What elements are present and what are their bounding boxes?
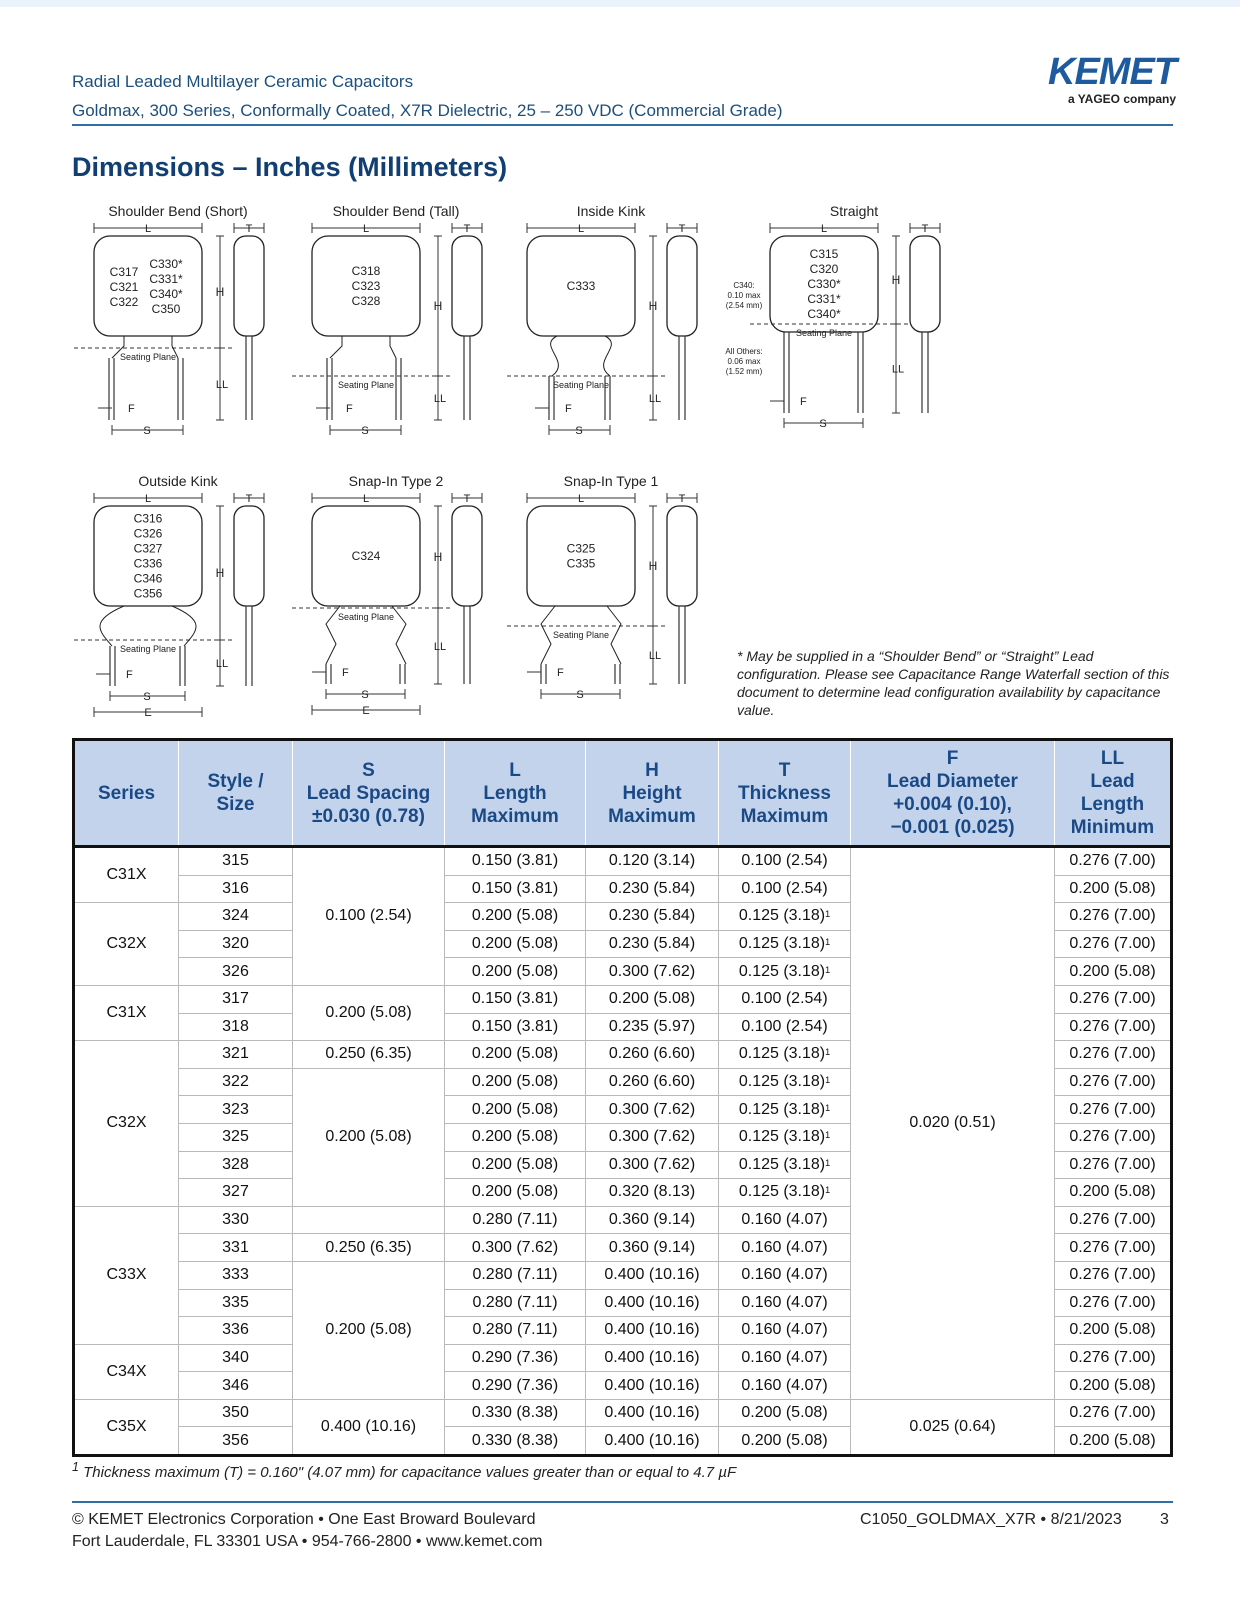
height-cell: 0.300 (7.62) xyxy=(586,958,719,986)
length-cell: 0.200 (5.08) xyxy=(445,958,586,986)
style-code: C318 xyxy=(351,264,381,278)
h-label: H xyxy=(215,566,225,580)
seating-plane-label: Seating Plane xyxy=(119,644,177,654)
ll-label: LL xyxy=(215,658,229,670)
t-label: T xyxy=(921,223,929,235)
height-cell: 0.400 (10.16) xyxy=(586,1344,719,1372)
section-title: Dimensions – Inches (Millimeters) xyxy=(72,152,508,182)
header-product-line: Radial Leaded Multilayer Ceramic Capacitors xyxy=(72,72,414,91)
style-code: C346 xyxy=(133,571,163,586)
style-cell: 318 xyxy=(179,1013,293,1041)
diagram-title: Snap-In Type 2 xyxy=(348,473,444,489)
thickness-cell: 0.125 $(3.18)^1$ xyxy=(719,1179,851,1207)
series-cell: C32X xyxy=(74,1041,179,1207)
lead-snap xyxy=(392,606,406,664)
h-label: H xyxy=(648,299,658,313)
col-lead-length: LL Lead Length Minimum xyxy=(1055,740,1172,847)
s-label: S xyxy=(819,418,827,430)
lead-spacing-cell: 0.100 (2.54) xyxy=(293,847,445,986)
thickness-cell: 0.160 (4.07) xyxy=(719,1234,851,1262)
f-label: F xyxy=(342,667,349,679)
e-label: E xyxy=(362,705,370,717)
t-label: T xyxy=(463,223,471,235)
length-cell: 0.280 (7.11) xyxy=(445,1206,586,1234)
l-label: L xyxy=(144,223,152,235)
style-cell: 336 xyxy=(179,1317,293,1345)
logo-tagline: a YAGEO company xyxy=(1067,92,1176,106)
length-cell: 0.200 (5.08) xyxy=(445,1179,586,1207)
height-cell: 0.230 (5.84) xyxy=(586,903,719,931)
thickness-cell: 0.160 (4.07) xyxy=(719,1206,851,1234)
footer-address-line1: © KEMET Electronics Corporation • One East Broward Boulevard xyxy=(72,1511,536,1528)
height-cell: 0.400 (10.16) xyxy=(586,1427,719,1456)
s-label: S xyxy=(361,689,369,701)
f-label: F xyxy=(800,396,807,408)
style-cell: 320 xyxy=(179,930,293,958)
length-cell: 0.280 (7.11) xyxy=(445,1289,586,1317)
style-cell: 325 xyxy=(179,1123,293,1151)
standoff-note: 0.06 max xyxy=(727,357,761,366)
length-cell: 0.300 (7.62) xyxy=(445,1234,586,1262)
col-lead-diameter: F Lead Diameter +0.004 (0.10), −0.001 (0.025) xyxy=(851,740,1055,847)
lead-kink xyxy=(604,336,612,376)
diagram-snap-in-1 xyxy=(507,473,697,701)
style-code: C330* xyxy=(807,277,841,291)
lead-length-cell: 0.276 (7.00) xyxy=(1055,1151,1172,1179)
seating-plane-label: Seating Plane xyxy=(795,328,853,338)
style-cell: 331 xyxy=(179,1234,293,1262)
thickness-cell: 0.125 $(3.18)^1$ xyxy=(719,958,851,986)
capacitor-side-view xyxy=(452,506,482,606)
thickness-cell: 0.125 $(3.18)^1$ xyxy=(719,1068,851,1096)
height-cell: 0.400 (10.16) xyxy=(586,1317,719,1345)
capacitor-side-view xyxy=(910,236,940,332)
ll-label: LL xyxy=(433,393,447,405)
style-code: C330* xyxy=(149,257,183,271)
length-cell: 0.150 (3.81) xyxy=(445,847,586,876)
lead-length-cell: 0.276 (7.00) xyxy=(1055,1206,1172,1234)
thickness-cell: 0.125 $(3.18)^1$ xyxy=(719,1096,851,1124)
lead-length-cell: 0.276 (7.00) xyxy=(1055,985,1172,1013)
t-label: T xyxy=(678,223,686,235)
c340-standoff-note: (2.54 mm) xyxy=(725,301,763,310)
length-cell: 0.280 (7.11) xyxy=(445,1261,586,1289)
footer-address-line2: Fort Lauderdale, FL 33301 USA • 954-766-2800 • www.kemet.com xyxy=(72,1533,543,1550)
t-label: T xyxy=(463,493,471,505)
page-number: 3 xyxy=(1160,1511,1169,1528)
length-cell: 0.200 (5.08) xyxy=(445,1151,586,1179)
c340-standoff-note: 0.10 max xyxy=(727,291,761,300)
style-code: C320 xyxy=(809,262,839,276)
diagram-title: Shoulder Bend (Short) xyxy=(108,203,248,219)
footer-document-id: C1050_GOLDMAX_X7R • 8/21/2023 xyxy=(860,1511,1122,1528)
style-cell: 350 xyxy=(179,1399,293,1427)
style-cell: 317 xyxy=(179,985,293,1013)
l-label: L xyxy=(144,493,152,505)
lead-length-cell: 0.200 (5.08) xyxy=(1055,875,1172,903)
style-cell: 330 xyxy=(179,1206,293,1234)
style-code: C326 xyxy=(133,526,163,541)
style-cell: 323 xyxy=(179,1096,293,1124)
height-cell: 0.120 (3.14) xyxy=(586,847,719,876)
lead-length-cell: 0.276 (7.00) xyxy=(1055,1041,1172,1069)
col-lead-spacing: S Lead Spacing ±0.030 (0.78) xyxy=(293,740,445,847)
height-cell: 0.260 (6.60) xyxy=(586,1068,719,1096)
diagram-title: Snap-In Type 1 xyxy=(563,473,659,489)
col-height: H Height Maximum xyxy=(586,740,719,847)
length-cell: 0.150 (3.81) xyxy=(445,875,586,903)
s-label: S xyxy=(575,425,583,437)
seating-plane-label: Seating Plane xyxy=(337,380,395,390)
style-code: C350 xyxy=(151,302,181,316)
lead-spacing-cell: 0.200 (5.08) xyxy=(293,1068,445,1206)
style-code: C336 xyxy=(133,556,163,571)
f-label: F xyxy=(128,403,135,415)
capacitor-side-view xyxy=(667,506,697,606)
f-label: F xyxy=(126,669,133,681)
style-code: C356 xyxy=(133,586,163,601)
style-cell: 321 xyxy=(179,1041,293,1069)
thickness-cell: 0.100 (2.54) xyxy=(719,875,851,903)
height-cell: 0.400 (10.16) xyxy=(586,1399,719,1427)
seating-plane-label: Seating Plane xyxy=(337,612,395,622)
thickness-cell: 0.160 (4.07) xyxy=(719,1261,851,1289)
dimensions-table xyxy=(72,738,1173,1457)
standoff-note: (1.52 mm) xyxy=(725,367,763,376)
height-cell: 0.300 (7.62) xyxy=(586,1123,719,1151)
l-label: L xyxy=(577,493,585,505)
style-code: C331* xyxy=(807,292,841,306)
standoff-note: All Others: xyxy=(725,347,763,356)
style-code: C324 xyxy=(351,549,381,563)
t-label: T xyxy=(678,493,686,505)
lead-spacing-cell: 0.250 (6.35) xyxy=(293,1234,445,1262)
style-code: C325 xyxy=(566,541,596,556)
seating-plane-label: Seating Plane xyxy=(119,352,177,362)
series-cell: C32X xyxy=(74,903,179,986)
height-cell: 0.200 (5.08) xyxy=(586,985,719,1013)
lead-bend xyxy=(390,336,396,358)
f-label: F xyxy=(557,667,564,679)
style-cell: 346 xyxy=(179,1372,293,1400)
style-cell: 322 xyxy=(179,1068,293,1096)
style-cell: 333 xyxy=(179,1261,293,1289)
lead-length-cell: 0.276 (7.00) xyxy=(1055,1068,1172,1096)
ll-label: LL xyxy=(648,393,662,405)
lead-spacing-cell: 0.200 (5.08) xyxy=(293,1261,445,1399)
height-cell: 0.400 (10.16) xyxy=(586,1289,719,1317)
lead-length-cell: 0.276 (7.00) xyxy=(1055,930,1172,958)
style-code: C335 xyxy=(566,556,596,571)
t-label: T xyxy=(245,223,253,235)
lead-spacing-cell: 0.250 (6.35) xyxy=(293,1041,445,1069)
h-label: H xyxy=(433,299,443,313)
col-thickness: T Thickness Maximum xyxy=(719,740,851,847)
style-code: C316 xyxy=(133,511,163,526)
lead-length-cell: 0.200 (5.08) xyxy=(1055,1317,1172,1345)
length-cell: 0.290 (7.36) xyxy=(445,1372,586,1400)
style-cell: 324 xyxy=(179,903,293,931)
lead-snap xyxy=(607,606,621,664)
f-label: F xyxy=(565,403,572,415)
length-cell: 0.280 (7.11) xyxy=(445,1317,586,1345)
s-label: S xyxy=(361,425,369,437)
ll-label: LL xyxy=(433,641,447,653)
lead-spacing-cell: 0.200 (5.08) xyxy=(293,985,445,1040)
lead-diameter-cell: 0.025 (0.64) xyxy=(851,1399,1055,1455)
series-cell: C31X xyxy=(74,847,179,903)
lead-length-cell: 0.276 (7.00) xyxy=(1055,1344,1172,1372)
lead-length-cell: 0.276 (7.00) xyxy=(1055,1399,1172,1427)
lead-length-cell: 0.276 (7.00) xyxy=(1055,1261,1172,1289)
h-label: H xyxy=(215,285,225,299)
table-row xyxy=(74,1399,1172,1427)
seating-plane-label: Seating Plane xyxy=(552,380,610,390)
style-cell: 326 xyxy=(179,958,293,986)
length-cell: 0.150 (3.81) xyxy=(445,985,586,1013)
l-label: L xyxy=(577,223,585,235)
thickness-cell: 0.100 (2.54) xyxy=(719,847,851,876)
style-code: C322 xyxy=(109,295,139,309)
thickness-cell: 0.125 $(3.18)^1$ xyxy=(719,1151,851,1179)
diagram-title: Outside Kink xyxy=(138,473,218,489)
f-label: F xyxy=(346,403,353,415)
length-cell: 0.200 (5.08) xyxy=(445,1068,586,1096)
style-cell: 335 xyxy=(179,1289,293,1317)
lead-spacing-cell xyxy=(293,1206,445,1234)
diagram-inside-kink xyxy=(507,203,697,437)
lead-length-cell: 0.276 (7.00) xyxy=(1055,1234,1172,1262)
lead-length-cell: 0.276 (7.00) xyxy=(1055,1123,1172,1151)
thickness-cell: 0.160 (4.07) xyxy=(719,1289,851,1317)
height-cell: 0.230 (5.84) xyxy=(586,930,719,958)
length-cell: 0.330 (8.38) xyxy=(445,1427,586,1456)
style-code: C333 xyxy=(566,279,596,293)
lead-spacing-cell: 0.400 (10.16) xyxy=(293,1399,445,1455)
s-label: S xyxy=(576,689,584,701)
lead-length-cell: 0.200 (5.08) xyxy=(1055,1427,1172,1456)
diagram-shoulder-short xyxy=(74,203,264,437)
series-cell: C35X xyxy=(74,1399,179,1455)
capacitor-side-view xyxy=(234,506,264,606)
col-length: L Length Maximum xyxy=(445,740,586,847)
lead-length-cell: 0.276 (7.00) xyxy=(1055,1096,1172,1124)
l-label: L xyxy=(362,493,370,505)
style-code: C331* xyxy=(149,272,183,286)
thickness-cell: 0.125 $(3.18)^1$ xyxy=(719,930,851,958)
style-code: C328 xyxy=(351,294,381,308)
lead-length-cell: 0.276 (7.00) xyxy=(1055,1289,1172,1317)
s-label: S xyxy=(143,425,151,437)
style-code: C315 xyxy=(809,247,839,261)
dimension-diagrams xyxy=(72,198,1172,718)
thickness-cell: 0.200 (5.08) xyxy=(719,1399,851,1427)
ll-label: LL xyxy=(891,363,905,376)
lead-length-cell: 0.200 (5.08) xyxy=(1055,958,1172,986)
length-cell: 0.200 (5.08) xyxy=(445,903,586,931)
lead-diameter-cell: 0.020 (0.51) xyxy=(851,847,1055,1400)
lead-length-cell: 0.200 (5.08) xyxy=(1055,1179,1172,1207)
e-label: E xyxy=(144,707,152,718)
kemet-logo xyxy=(1020,52,1176,106)
lead-bend xyxy=(330,336,342,358)
lead-length-cell: 0.276 (7.00) xyxy=(1055,847,1172,876)
thickness-cell: 0.125 $(3.18)^1$ xyxy=(719,1123,851,1151)
length-cell: 0.200 (5.08) xyxy=(445,930,586,958)
series-cell: C34X xyxy=(74,1344,179,1399)
height-cell: 0.230 (5.84) xyxy=(586,875,719,903)
length-cell: 0.330 (8.38) xyxy=(445,1399,586,1427)
diagram-title: Shoulder Bend (Tall) xyxy=(332,203,460,219)
l-label: L xyxy=(820,223,828,235)
thickness-cell: 0.125 $(3.18)^1$ xyxy=(719,1041,851,1069)
t-label: T xyxy=(245,493,253,505)
style-cell: 340 xyxy=(179,1344,293,1372)
diagram-title: Inside Kink xyxy=(576,203,646,219)
lead-length-cell: 0.276 (7.00) xyxy=(1055,1013,1172,1041)
h-label: H xyxy=(648,559,658,573)
ll-label: LL xyxy=(648,650,662,662)
thickness-footnote: $^1$ Thickness maximum (T) = 0.160" (4.07 mm) for capacitance values greater than or equal to 4.7 µF xyxy=(72,1460,737,1481)
height-cell: 0.360 (9.14) xyxy=(586,1234,719,1262)
thickness-cell: 0.100 (2.54) xyxy=(719,985,851,1013)
length-cell: 0.150 (3.81) xyxy=(445,1013,586,1041)
col-style: Style / Size xyxy=(179,740,293,847)
length-cell: 0.290 (7.36) xyxy=(445,1344,586,1372)
s-label: S xyxy=(143,691,151,703)
style-code: C321 xyxy=(109,280,139,294)
diagram-snap-in-2 xyxy=(292,473,482,717)
col-series: Series xyxy=(74,740,179,847)
thickness-cell: 0.125 $(3.18)^1$ xyxy=(719,903,851,931)
height-cell: 0.300 (7.62) xyxy=(586,1151,719,1179)
length-cell: 0.200 (5.08) xyxy=(445,1096,586,1124)
series-cell: C31X xyxy=(74,985,179,1040)
height-cell: 0.400 (10.16) xyxy=(586,1261,719,1289)
capacitor-side-view xyxy=(667,236,697,336)
diagram-title: Straight xyxy=(829,203,879,219)
table-header-row xyxy=(74,740,1172,847)
ll-label: LL xyxy=(215,379,229,391)
h-label: H xyxy=(433,550,443,564)
style-cell: 327 xyxy=(179,1179,293,1207)
lead-length-cell: 0.200 (5.08) xyxy=(1055,1372,1172,1400)
style-code: C317 xyxy=(109,265,139,279)
h-label: H xyxy=(891,273,901,287)
series-cell: C33X xyxy=(74,1206,179,1344)
diagram-outside-kink xyxy=(74,473,264,718)
c340-standoff-note: C340: xyxy=(733,281,755,290)
table-row xyxy=(74,847,1172,876)
capacitor-side-view xyxy=(452,236,482,336)
height-cell: 0.400 (10.16) xyxy=(586,1372,719,1400)
style-code: C340* xyxy=(807,307,841,321)
height-cell: 0.260 (6.60) xyxy=(586,1041,719,1069)
style-code: C323 xyxy=(351,279,381,293)
style-cell: 315 xyxy=(179,847,293,876)
style-code: C327 xyxy=(133,541,163,556)
height-cell: 0.360 (9.14) xyxy=(586,1206,719,1234)
length-cell: 0.200 (5.08) xyxy=(445,1041,586,1069)
thickness-cell: 0.160 (4.07) xyxy=(719,1344,851,1372)
lead-kink xyxy=(551,336,559,376)
thickness-cell: 0.200 (5.08) xyxy=(719,1427,851,1456)
style-code: C340* xyxy=(149,287,183,301)
height-cell: 0.235 (5.97) xyxy=(586,1013,719,1041)
footer-divider xyxy=(72,1501,1173,1503)
diagram-straight xyxy=(725,203,940,430)
height-cell: 0.320 (8.13) xyxy=(586,1179,719,1207)
thickness-cell: 0.160 (4.07) xyxy=(719,1372,851,1400)
header-product-subtitle: Goldmax, 300 Series, Conformally Coated, X7R Dielectric, 25 – 250 VDC (Commercial Grade) xyxy=(72,101,783,120)
seating-plane-label: Seating Plane xyxy=(552,630,610,640)
logo-wordmark: KEMET xyxy=(1048,51,1176,93)
style-cell: 356 xyxy=(179,1427,293,1456)
style-cell: 328 xyxy=(179,1151,293,1179)
height-cell: 0.300 (7.62) xyxy=(586,1096,719,1124)
lead-configuration-note: * May be supplied in a “Shoulder Bend” or “Straight” Lead configuration. Please see Capacitance Range Waterfall section of this document to determine lead configuration availability by capacitance value. xyxy=(737,648,1170,718)
lead-length-cell: 0.276 (7.00) xyxy=(1055,903,1172,931)
l-label: L xyxy=(362,223,370,235)
thickness-cell: 0.100 (2.54) xyxy=(719,1013,851,1041)
thickness-cell: 0.160 (4.07) xyxy=(719,1317,851,1345)
style-cell: 316 xyxy=(179,875,293,903)
capacitor-side-view xyxy=(234,236,264,336)
top-accent-bar xyxy=(0,0,1240,7)
length-cell: 0.200 (5.08) xyxy=(445,1123,586,1151)
diagram-shoulder-tall xyxy=(292,203,482,437)
header-divider xyxy=(72,124,1173,126)
